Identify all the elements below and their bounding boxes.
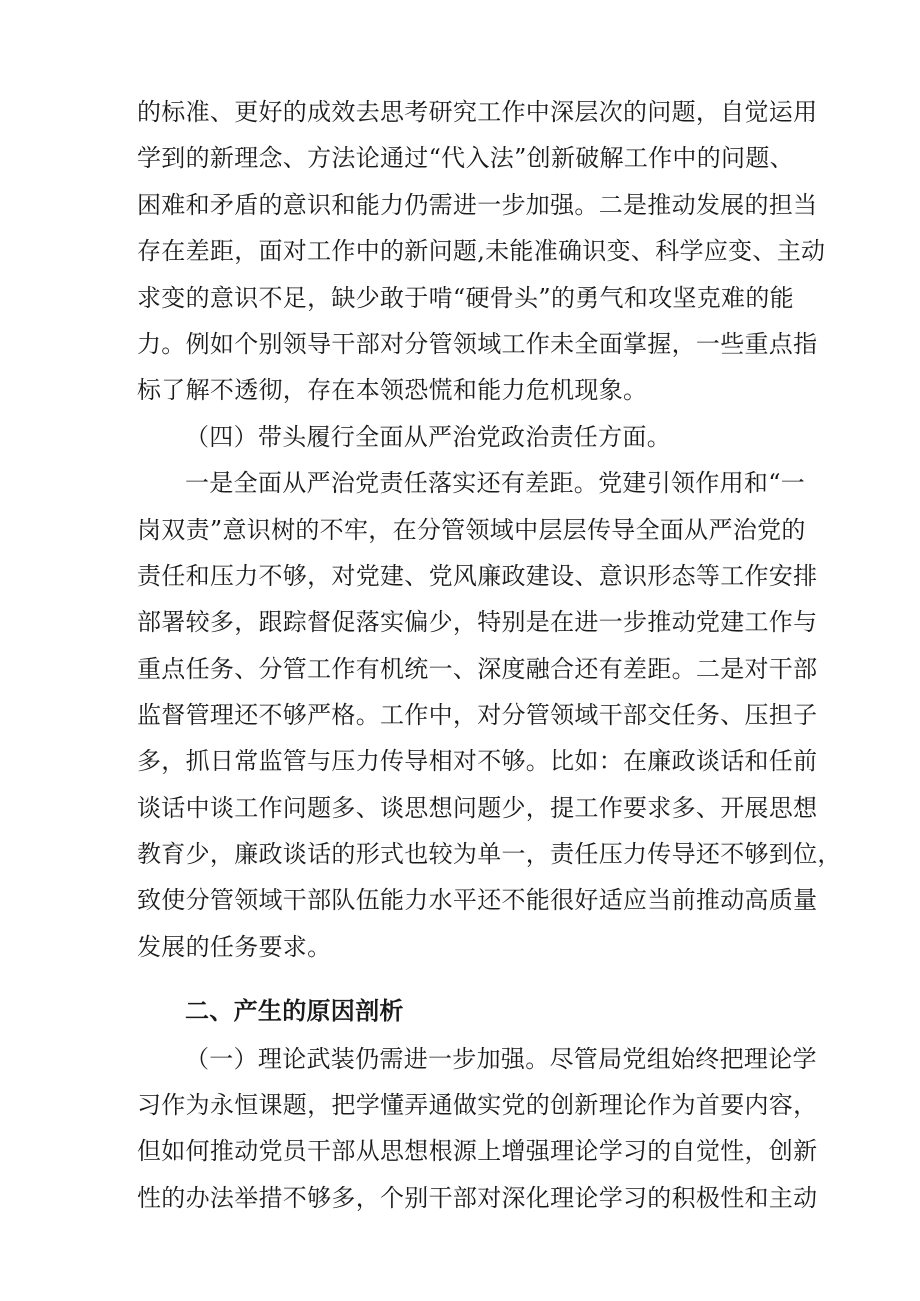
paragraph-line: 发展的任务要求。 (137, 933, 332, 961)
paragraph-line: 但如何推动党员干部从思想根源上增强理论学习的自觉性，创新 (137, 1137, 818, 1165)
paragraph-line: 责任和压力不够，对党建、党风廉政建设、意识形态等工作安排 (137, 562, 818, 590)
paragraph-line: 监督管理还不够严格。工作中，对分管领域干部交任务、压担子 (137, 701, 818, 729)
paragraph-line: 标了解不透彻，存在本领恐慌和能力危机现象。 (137, 376, 648, 404)
paragraph-line: 的标准、更好的成效去思考研究工作中深层次的问题，自觉运用 (137, 98, 818, 126)
paragraph-line: 致使分管领域干部队伍能力水平还不能很好适应当前推动高质量 (137, 886, 818, 914)
paragraph-line: 教育少，廉政谈话的形式也较为单一，责任压力传导还不够到位， (137, 840, 842, 868)
paragraph-line: 习作为永恒课题，把学懂弄通做实党的创新理论作为首要内容， (137, 1091, 818, 1119)
paragraph-line: 存在差距，面对工作中的新问题,未能准确识变、科学应变、主动 (137, 237, 826, 265)
paragraph-line: 谈话中谈工作问题多、谈思想问题少，提工作要求多、开展思想 (137, 794, 818, 822)
paragraph-line: 一是全面从严治党责任落实还有差距。党建引领作用和“一 (185, 469, 806, 497)
paragraph-line: 学到的新理念、方法论通过“代入法”创新破解工作中的问题、 (137, 144, 794, 172)
subheading-four: （四）带头履行全面从严治党政治责任方面。 (185, 423, 671, 451)
paragraph-line: （一）理论武装仍需进一步加强。尽管局党组始终把理论学 (185, 1045, 817, 1073)
paragraph-line: 岗双责”意识树的不牢，在分管领域中层层传导全面从严治党的 (137, 516, 806, 544)
paragraph-line: 求变的意识不足，缺少敢于啃“硬骨头”的勇气和攻坚克难的能 (137, 284, 794, 312)
paragraph-line: 部署较多，跟踪督促落实偏少，特别是在进一步推动党建工作与 (137, 608, 818, 636)
paragraph-line: 多，抓日常监管与压力传导相对不够。比如：在廉政谈话和任前 (137, 747, 818, 775)
document-body (137, 0, 842, 1301)
paragraph-line: 力。例如个别领导干部对分管领域工作未全面掌握，一些重点指 (137, 330, 818, 358)
paragraph-line: 性的办法举措不够多，个别干部对深化理论学习的积极性和主动 (137, 1184, 818, 1212)
paragraph-line: 重点任务、分管工作有机统一、深度融合还有差距。二是对干部 (137, 655, 818, 683)
paragraph-line: 困难和矛盾的意识和能力仍需进一步加强。二是推动发展的担当 (137, 191, 818, 219)
section-heading: 二、产生的原因剖析 (185, 997, 404, 1025)
